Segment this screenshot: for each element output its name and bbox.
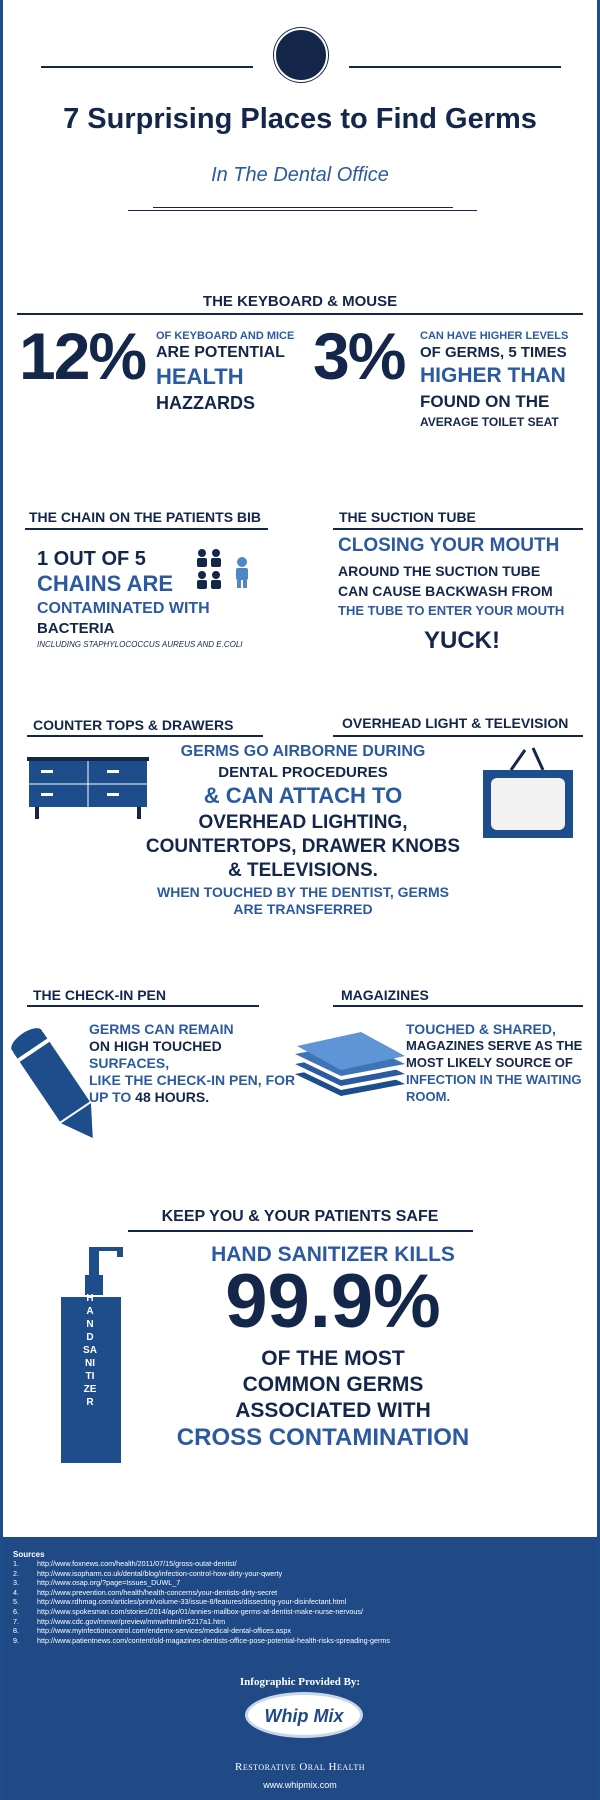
keyboard-stat-line1: OF KEYBOARD AND MICE	[156, 330, 295, 342]
tagline: Restorative Oral Health	[234, 1761, 365, 1773]
keyboard-section-title: THE KEYBOARD & MOUSE	[202, 293, 398, 310]
mouse-stat-line5: AVERAGE TOILET SEAT	[420, 415, 559, 429]
logo-text: Whip Mix	[264, 1706, 344, 1726]
website-link[interactable]: www.whipmix.com	[263, 1780, 337, 1790]
pen-line3: SURFACES,	[89, 1055, 170, 1071]
source-item	[13, 1588, 390, 1598]
people-icon	[193, 548, 255, 592]
overhead-line5: COUNTERTOPS, DRAWER KNOBS	[145, 836, 461, 857]
mouse-stat-line3: HIGHER THAN	[420, 364, 566, 387]
pen-line5-prefix: UP TO	[89, 1089, 132, 1105]
source-link[interactable]: http://www.myinfectioncontrol.com/endemx-services/medical-dental-offices.aspx	[37, 1626, 291, 1636]
pen-line5	[89, 1089, 209, 1105]
counter-rule	[27, 735, 263, 737]
pen-section-title: THE CHECK-IN PEN	[33, 987, 167, 1003]
source-link[interactable]: http://www.osap.org/?page=Issues_DUWL_7	[37, 1578, 181, 1588]
source-link[interactable]: http://www.cdc.gov/mmwr/preview/mmwrhtml/rr5217a1.htm	[37, 1616, 226, 1626]
overhead-line4: OVERHEAD LIGHTING,	[198, 812, 408, 833]
provided-by-text: Infographic Provided By:	[239, 1676, 361, 1688]
source-number: 8.	[13, 1626, 19, 1636]
magazines-line4: INFECTION IN THE WAITING	[406, 1072, 582, 1087]
header-circle-icon	[274, 28, 328, 82]
counter-section-title: COUNTER TOPS & DRAWERS	[33, 717, 234, 733]
safe-line3: COMMON GERMS	[242, 1373, 424, 1396]
overhead-line3: & CAN ATTACH TO	[203, 783, 403, 808]
keyboard-stat-line3: HEALTH	[156, 364, 244, 389]
mouse-stat-line1: CAN HAVE HIGHER LEVELS	[420, 330, 569, 342]
bib-line2: CHAINS ARE	[37, 571, 174, 596]
keyboard-stat-line4: HAZZARDS	[156, 393, 255, 413]
source-link[interactable]: http://www.spokesman.com/stories/2014/apr/01/annies-mailbox-germs-at-dentist-make-nurse-nervous/	[37, 1606, 363, 1616]
keyboard-stat-big: 12%	[19, 319, 146, 393]
page-title: 7 Surprising Places to Find Germs	[63, 103, 537, 135]
safe-section-title: KEEP YOU & YOUR PATIENTS SAFE	[161, 1208, 439, 1225]
source-item	[13, 1597, 390, 1607]
source-item	[13, 1559, 390, 1569]
source-number: 4.	[13, 1587, 19, 1597]
source-number: 5.	[13, 1597, 19, 1607]
source-item	[13, 1569, 390, 1579]
bib-line1: 1 OUT OF 5	[37, 548, 146, 570]
suction-line1: CLOSING YOUR MOUTH	[338, 535, 560, 556]
source-number: 2.	[13, 1568, 19, 1578]
source-link[interactable]: http://www.prevention.com/health/health-concerns/your-dentists-dirty-secret	[37, 1587, 278, 1597]
source-number: 6.	[13, 1606, 19, 1616]
source-item	[13, 1636, 390, 1646]
bottle-label: HAND SANITIZER	[83, 1293, 97, 1408]
source-item	[13, 1617, 390, 1627]
source-number: 7.	[13, 1616, 19, 1626]
source-item	[13, 1578, 390, 1588]
suction-section-title: THE SUCTION TUBE	[339, 509, 476, 525]
keyboard-stat-line2: ARE POTENTIAL	[156, 344, 285, 361]
header-rule-left	[41, 66, 253, 68]
sources-heading: Sources	[13, 1550, 45, 1559]
keyboard-rule	[17, 313, 583, 315]
safe-line1: HAND SANITIZER KILLS	[211, 1243, 455, 1266]
source-link[interactable]: http://www.patientnews.com/content/old-magazines-dentists-office-pose-potential-health-risks-spreading-germs	[37, 1635, 391, 1645]
pen-line4: LIKE THE CHECK-IN PEN, FOR	[89, 1072, 296, 1088]
magazines-icon	[291, 1028, 409, 1096]
overhead-line1: GERMS GO AIRBORNE DURING	[180, 743, 426, 760]
suction-exclaim: YUCK!	[424, 627, 500, 654]
overhead-rule	[333, 735, 583, 737]
safe-line4: ASSOCIATED WITH	[235, 1399, 431, 1422]
safe-line5: CROSS CONTAMINATION	[176, 1424, 470, 1451]
bib-line3: CONTAMINATED WITH	[37, 600, 210, 617]
source-number: 3.	[13, 1578, 19, 1588]
subtitle-rule	[128, 210, 477, 211]
overhead-line7: WHEN TOUCHED BY THE DENTIST, GERMS	[157, 884, 449, 900]
suction-line4: THE TUBE TO ENTER YOUR MOUTH	[338, 603, 565, 618]
suction-line2: AROUND THE SUCTION TUBE	[338, 563, 541, 579]
magazines-line2: MAGAZINES SERVE AS THE	[406, 1038, 583, 1053]
bib-section-title: THE CHAIN ON THE PATIENTS BIB	[29, 509, 262, 525]
pen-rule	[27, 1005, 259, 1007]
source-link[interactable]: http://www.foxnews.com/health/2011/07/15/gross-outat-dentist/	[37, 1559, 237, 1568]
magazines-rule	[333, 1005, 583, 1007]
suction-rule	[333, 528, 583, 530]
bib-line4: BACTERIA	[37, 620, 115, 637]
page-subtitle: In The Dental Office	[211, 164, 389, 186]
subtitle-rule-2	[153, 207, 453, 208]
source-number: 1.	[13, 1559, 19, 1568]
magazines-section-title: MAGAIZINES	[341, 987, 429, 1003]
source-item	[13, 1607, 390, 1617]
safe-big-stat: 99.9%	[225, 1259, 441, 1344]
source-link[interactable]: http://www.isopharm.co.uk/dental/blog/infection-control-how-dirty-your-qwerty	[37, 1568, 283, 1578]
whipmix-logo	[245, 1692, 363, 1738]
bib-note: INCLUDING STAPHYLOCOCCUS AUREUS AND E.COLI	[37, 640, 243, 649]
mouse-stat-big: 3%	[313, 319, 405, 393]
pen-line1: GERMS CAN REMAIN	[89, 1021, 234, 1037]
safe-line2: OF THE MOST	[261, 1347, 405, 1370]
source-number: 9.	[13, 1635, 19, 1645]
footer	[3, 1537, 597, 1800]
overhead-line6: & TELEVISIONS.	[228, 860, 378, 881]
overhead-section-title: OVERHEAD LIGHT & TELEVISION	[342, 715, 569, 731]
mouse-stat-line2: OF GERMS, 5 TIMES	[420, 344, 567, 361]
header-rule-right	[349, 66, 561, 68]
sources-list	[13, 1559, 390, 1645]
overhead-line8: ARE TRANSFERRED	[233, 901, 373, 917]
magazines-line5: ROOM.	[406, 1089, 451, 1104]
pen-line2: ON HIGH TOUCHED	[89, 1038, 222, 1054]
suction-line3: CAN CAUSE BACKWASH FROM	[338, 583, 553, 599]
source-item	[13, 1626, 390, 1636]
bib-rule	[25, 528, 268, 530]
pen-line5-hours: 48 HOURS.	[135, 1089, 210, 1105]
magazines-line1: TOUCHED & SHARED,	[406, 1021, 556, 1037]
magazines-line3: MOST LIKELY SOURCE OF	[406, 1055, 573, 1070]
overhead-line2: DENTAL PROCEDURES	[218, 764, 388, 781]
mouse-stat-line4: FOUND ON THE	[420, 392, 550, 411]
source-link[interactable]: http://www.rdhmag.com/articles/print/volume-33/issue-8/features/dissecting-your-disinfectant.html	[37, 1597, 347, 1607]
safe-rule	[128, 1230, 473, 1232]
